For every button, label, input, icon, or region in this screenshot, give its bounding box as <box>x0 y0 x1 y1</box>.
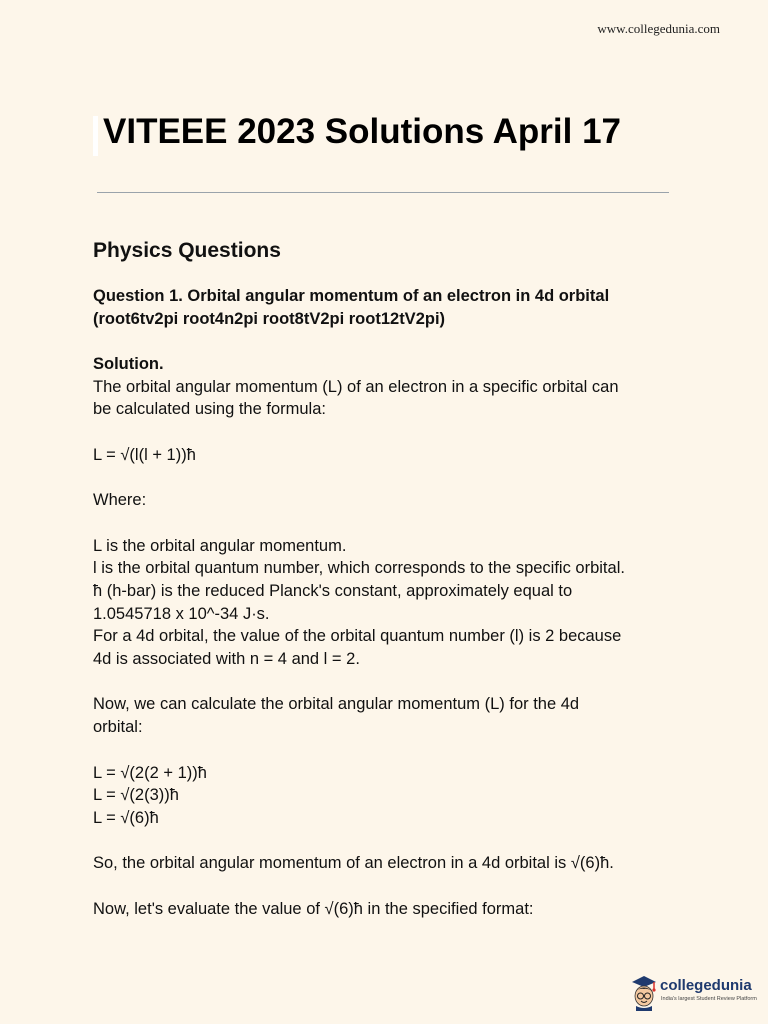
text-line: The orbital angular momentum (L) of an electron in a specific orbital can <box>93 377 619 396</box>
formula-line: L = √(l(l + 1))ħ <box>93 445 196 464</box>
logo-name: collegedunia <box>660 977 752 994</box>
blank-line <box>93 421 693 444</box>
blank-line <box>93 875 693 898</box>
blank-line <box>93 830 693 853</box>
formula-line: L = √(2(2 + 1))ħ <box>93 763 207 782</box>
blank-line <box>93 739 693 762</box>
title-marker <box>93 116 98 156</box>
formula-line: L = √(2(3))ħ <box>93 786 179 805</box>
title-divider <box>97 192 669 193</box>
text-line: So, the orbital angular momentum of an electron in a 4d orbital is √(6)ħ. <box>93 854 614 873</box>
blank-line <box>93 512 693 535</box>
collegedunia-logo[interactable] <box>629 972 757 1012</box>
text-line: For a 4d orbital, the value of the orbital quantum number (l) is 2 because <box>93 627 622 646</box>
text-line: Now, let's evaluate the value of √(6)ħ in the specified format: <box>93 899 534 918</box>
page-title: VITEEE 2023 Solutions April 17 <box>103 112 622 151</box>
question-title: Question 1. Orbital angular momentum of an electron in 4d orbital (root6tv2pi root4n2pi root8tV2pi root12tV2pi) <box>93 287 610 328</box>
mascot-icon <box>629 973 659 1011</box>
blank-line <box>93 671 693 694</box>
text-line: 1.0545718 x 10^-34 J·s. <box>93 604 270 623</box>
formula-line: L = √(6)ħ <box>93 808 159 827</box>
logo-tagline: India's largest Student Review Platform <box>661 996 757 1002</box>
site-url[interactable]: www.collegedunia.com <box>597 21 720 36</box>
solution-text <box>93 353 693 920</box>
text-line: Now, we can calculate the orbital angular momentum (L) for the 4d <box>93 695 580 714</box>
section-heading: Physics Questions <box>93 239 281 262</box>
text-line: Where: <box>93 491 147 510</box>
text-line: be calculated using the formula: <box>93 400 326 419</box>
blank-line <box>93 467 693 490</box>
text-line: 4d is associated with n = 4 and l = 2. <box>93 650 360 669</box>
solution-label: Solution. <box>93 355 164 373</box>
text-line: l is the orbital quantum number, which corresponds to the specific orbital. <box>93 559 625 578</box>
document-body <box>93 236 693 920</box>
text-line: L is the orbital angular momentum. <box>93 536 347 555</box>
text-line: ħ (h-bar) is the reduced Planck's constant, approximately equal to <box>93 581 573 600</box>
text-line: orbital: <box>93 718 143 737</box>
